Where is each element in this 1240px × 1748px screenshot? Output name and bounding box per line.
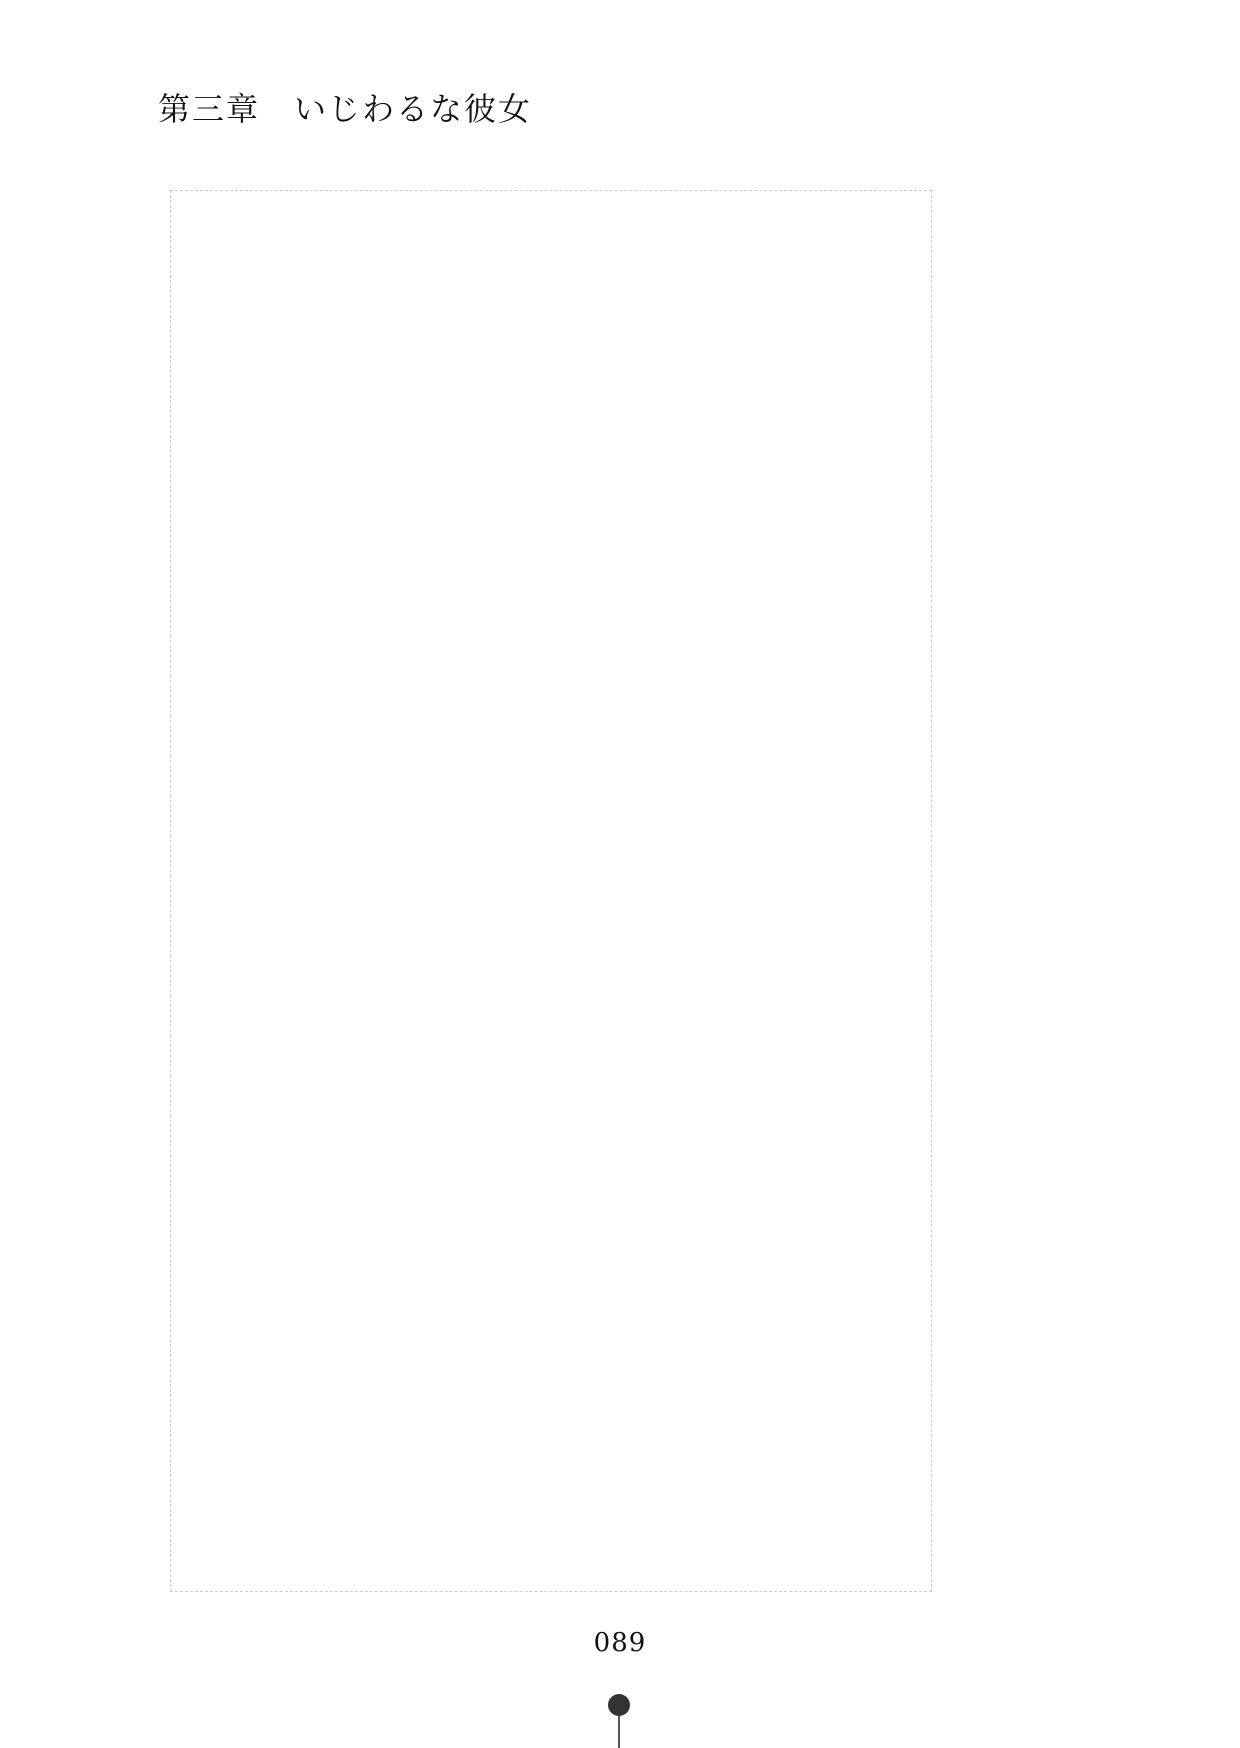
body-text-omitted bbox=[170, 190, 932, 1592]
page-marker-dot bbox=[608, 1694, 630, 1716]
page-marker-line bbox=[618, 1716, 620, 1748]
running-head: 第三章 いじわるな彼女 bbox=[158, 90, 533, 128]
page-number: 089 bbox=[593, 1628, 647, 1658]
